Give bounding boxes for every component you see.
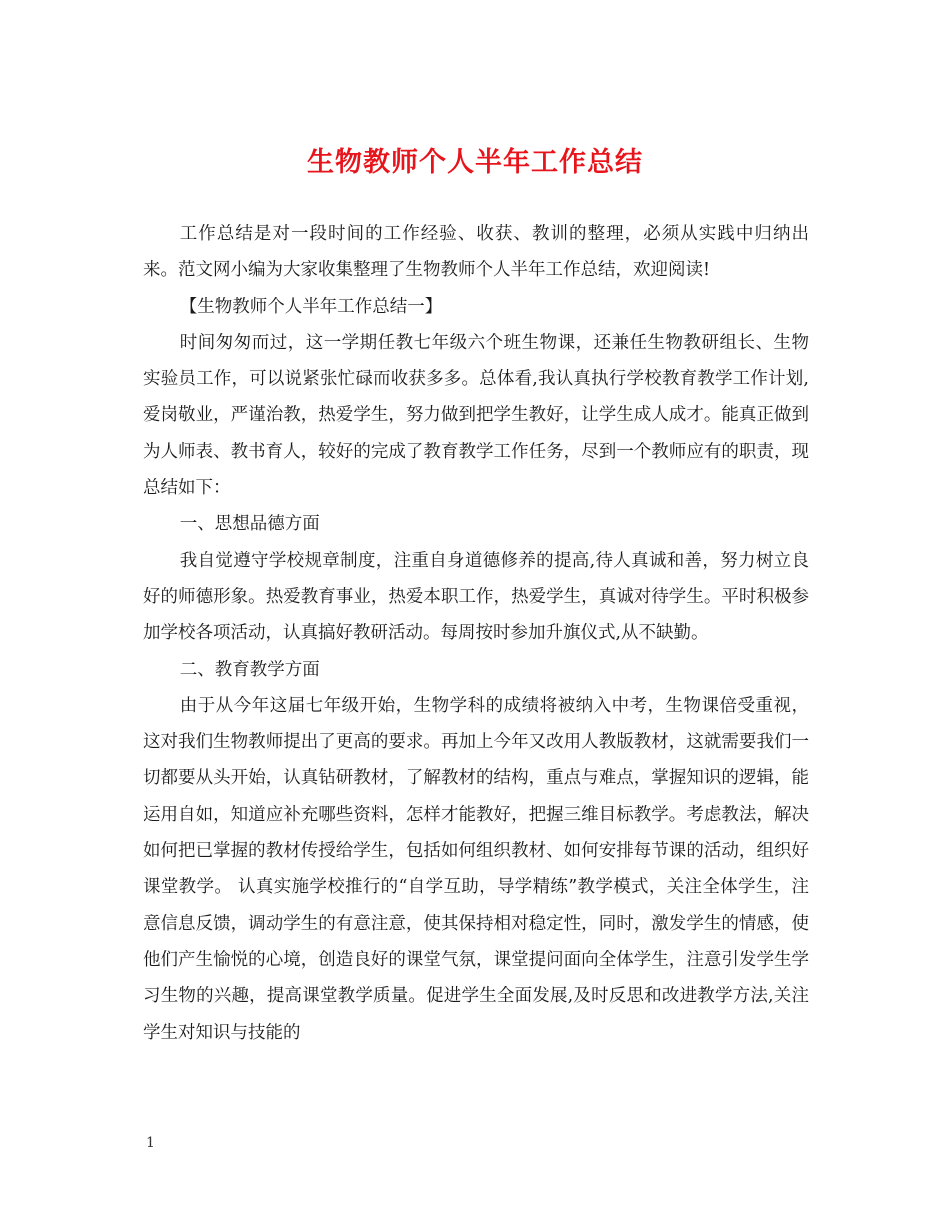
paragraph-education-teaching: 由于从今年这届七年级开始，生物学科的成绩将被纳入中考，生物课倍受重视，这对我们生物教师提出了更高的要求。再加上今年又改用人教版教材，这就需要我们一切都要从头开始，认真钻研教材，了解教材的结构，重点与难点，掌握知识的逻辑，能运用自如，知道应补充哪些资料，怎样才能教好，把握三维目标教学。考虑教法，解决如何把已掌握的教材传授给学生，包括如何组织教材、如何安排每节课的活动，组织好课堂教学。 认真实施学校推行的“自学互助，导学精练”教学模式，关注全体学生，注意信息反馈，调动学生的有意注意，使其保持相对稳定性，同时，激发学生的情感，使他们产生愉悦的心境，创造良好的课堂气氛，课堂提问面向全体学生，注意引发学生学习生物的兴趣，提高课堂教学质量。促进学生全面发展,及时反思和改进教学方法,关注学生对知识与技能的: [143, 695, 809, 1043]
document-title: 生物教师个人半年工作总结: [307, 147, 643, 178]
heading-education-teaching: 二、教育教学方面: [179, 659, 320, 680]
heading-ideology-morality: 一、思想品德方面: [179, 514, 320, 535]
document-body: [143, 216, 809, 1051]
paragraph-overview: 时间匆匆而过，这一学期任教七年级六个班生物课，还兼任生物教研组长、生物实验员工作，可以说紧张忙碌而收获多多。总体看,我认真执行学校教育教学工作计划,爱岗敬业，严谨治教，热爱学生，努力做到把学生教好，让学生成人成才。能真正做到为人师表、教书育人，较好的完成了教育教学工作任务，尽到一个教师应有的职责，现总结如下：: [143, 332, 809, 499]
paragraph-intro: 工作总结是对一段时间的工作经验、收获、教训的整理，必须从实践中归纳出来。范文网小编为大家收集整理了生物教师个人半年工作总结，欢迎阅读!: [143, 224, 809, 281]
paragraph-ideology-morality: 我自觉遵守学校规章制度，注重自身道德修养的提高,待人真诚和善，努力树立良好的师德形象。热爱教育事业，热爱本职工作，热爱学生，真诚对待学生。平时积极参加学校各项活动，认真搞好教研活动。每周按时参加升旗仪式,从不缺勤。: [143, 550, 809, 644]
page-number: 1: [146, 1135, 155, 1151]
section-heading-part-one: 【生物教师个人半年工作总结一】: [179, 296, 443, 317]
